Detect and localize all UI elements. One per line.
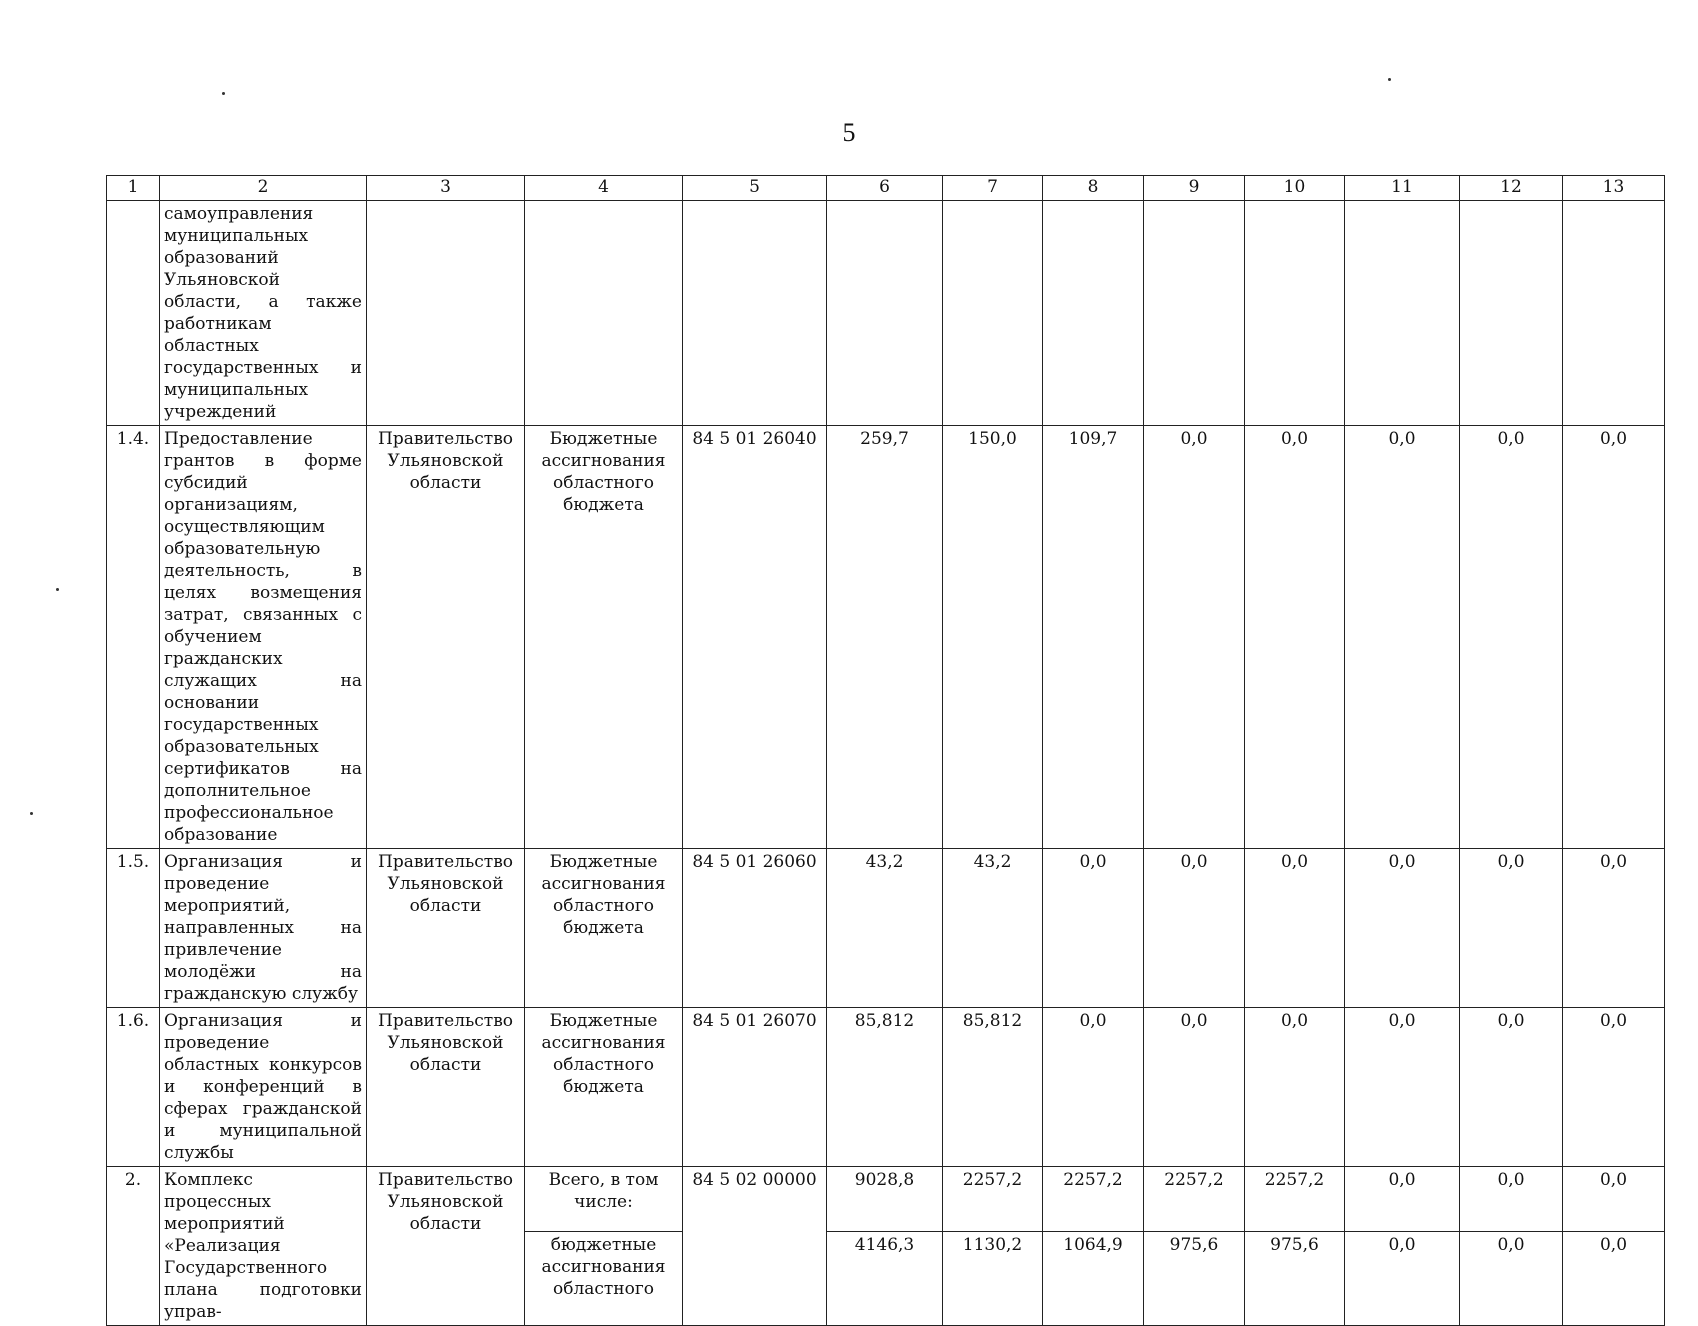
value-cell: 0,0 bbox=[1460, 426, 1563, 849]
budget-table bbox=[106, 175, 1665, 1326]
value-cell: 0,0 bbox=[1563, 426, 1665, 849]
scan-speck bbox=[56, 588, 59, 591]
row-number bbox=[107, 201, 160, 426]
value-cell: 0,0 bbox=[1563, 1231, 1665, 1325]
table-row bbox=[107, 426, 1665, 849]
value-cell: 0,0 bbox=[1144, 426, 1245, 849]
value-cell: 0,0 bbox=[1345, 1167, 1460, 1232]
funding-source: Всего, в том числе: bbox=[525, 1167, 683, 1232]
executor bbox=[367, 201, 525, 426]
header-row bbox=[107, 176, 1665, 201]
scan-speck bbox=[222, 92, 225, 95]
value-cell: 0,0 bbox=[1043, 1008, 1144, 1167]
measure-name: Организация и проведение областных конкурсов и конференций в сферах гражданской и муниципальной службы bbox=[160, 1008, 367, 1167]
value-cell: 2257,2 bbox=[943, 1167, 1043, 1232]
value-cell: 0,0 bbox=[1563, 849, 1665, 1008]
budget-code: 84 5 02 00000 bbox=[683, 1167, 827, 1326]
value-cell: 2257,2 bbox=[1144, 1167, 1245, 1232]
budget-code bbox=[683, 201, 827, 426]
table-row bbox=[107, 1167, 1665, 1232]
value-cell: 975,6 bbox=[1144, 1231, 1245, 1325]
header-cell: 6 bbox=[827, 176, 943, 201]
measure-name: Комплекс процессных мероприятий «Реализация Государственного плана подготовки управ- bbox=[160, 1167, 367, 1326]
value-cell: 975,6 bbox=[1245, 1231, 1345, 1325]
budget-code: 84 5 01 26040 bbox=[683, 426, 827, 849]
funding-source: бюджетные ассигнования областного bbox=[525, 1231, 683, 1325]
value-cell: 259,7 bbox=[827, 426, 943, 849]
header-cell: 2 bbox=[160, 176, 367, 201]
budget-code: 84 5 01 26070 bbox=[683, 1008, 827, 1167]
value-cell: 0,0 bbox=[1460, 1231, 1563, 1325]
header-cell: 5 bbox=[683, 176, 827, 201]
row-number: 1.5. bbox=[107, 849, 160, 1008]
value-cell: 9028,8 bbox=[827, 1167, 943, 1232]
executor: Правительство Ульяновской области bbox=[367, 426, 525, 849]
funding-source: Бюджетные ассигнования областного бюджета bbox=[525, 1008, 683, 1167]
executor: Правительство Ульяновской области bbox=[367, 1167, 525, 1326]
row-number: 1.4. bbox=[107, 426, 160, 849]
value-cell: 0,0 bbox=[1460, 1167, 1563, 1232]
funding-source bbox=[525, 201, 683, 426]
header-cell: 10 bbox=[1245, 176, 1345, 201]
value-cell bbox=[1043, 201, 1144, 426]
header-cell: 1 bbox=[107, 176, 160, 201]
value-cell: 0,0 bbox=[1144, 1008, 1245, 1167]
table-row bbox=[107, 1008, 1665, 1167]
header-cell: 12 bbox=[1460, 176, 1563, 201]
value-cell: 0,0 bbox=[1460, 849, 1563, 1008]
header-cell: 9 bbox=[1144, 176, 1245, 201]
scan-speck bbox=[1388, 78, 1391, 81]
value-cell: 0,0 bbox=[1345, 1231, 1460, 1325]
value-cell: 1130,2 bbox=[943, 1231, 1043, 1325]
value-cell bbox=[943, 201, 1043, 426]
funding-source: Бюджетные ассигнования областного бюджета bbox=[525, 426, 683, 849]
scan-speck bbox=[30, 812, 33, 815]
value-cell: 0,0 bbox=[1345, 426, 1460, 849]
value-cell bbox=[1563, 201, 1665, 426]
value-cell: 85,812 bbox=[943, 1008, 1043, 1167]
value-cell bbox=[1245, 201, 1345, 426]
value-cell bbox=[1460, 201, 1563, 426]
header-cell: 13 bbox=[1563, 176, 1665, 201]
page-number: 5 bbox=[842, 118, 856, 147]
row-number: 1.6. bbox=[107, 1008, 160, 1167]
executor: Правительство Ульяновской области bbox=[367, 1008, 525, 1167]
budget-code: 84 5 01 26060 bbox=[683, 849, 827, 1008]
value-cell: 0,0 bbox=[1345, 1008, 1460, 1167]
value-cell bbox=[827, 201, 943, 426]
measure-name: Организация и проведение мероприятий, направленных на привлечение молодёжи на гражданскую службу bbox=[160, 849, 367, 1008]
measure-name: самоуправления муниципальных образований Ульяновской области, а также работникам областных государственных и муниципальных учреждений bbox=[160, 201, 367, 426]
header-cell: 8 bbox=[1043, 176, 1144, 201]
value-cell: 150,0 bbox=[943, 426, 1043, 849]
header-cell: 4 bbox=[525, 176, 683, 201]
value-cell: 85,812 bbox=[827, 1008, 943, 1167]
value-cell: 2257,2 bbox=[1043, 1167, 1144, 1232]
funding-source: Бюджетные ассигнования областного бюджета bbox=[525, 849, 683, 1008]
value-cell: 0,0 bbox=[1043, 849, 1144, 1008]
header-cell: 11 bbox=[1345, 176, 1460, 201]
value-cell: 43,2 bbox=[943, 849, 1043, 1008]
value-cell: 0,0 bbox=[1345, 849, 1460, 1008]
value-cell: 4146,3 bbox=[827, 1231, 943, 1325]
value-cell: 0,0 bbox=[1563, 1167, 1665, 1232]
table-row bbox=[107, 201, 1665, 426]
value-cell: 1064,9 bbox=[1043, 1231, 1144, 1325]
value-cell bbox=[1144, 201, 1245, 426]
executor: Правительство Ульяновской области bbox=[367, 849, 525, 1008]
header-cell: 3 bbox=[367, 176, 525, 201]
value-cell: 0,0 bbox=[1245, 849, 1345, 1008]
value-cell: 0,0 bbox=[1245, 426, 1345, 849]
value-cell: 2257,2 bbox=[1245, 1167, 1345, 1232]
value-cell: 0,0 bbox=[1563, 1008, 1665, 1167]
table-row bbox=[107, 849, 1665, 1008]
value-cell: 0,0 bbox=[1460, 1008, 1563, 1167]
value-cell: 0,0 bbox=[1245, 1008, 1345, 1167]
row-number: 2. bbox=[107, 1167, 160, 1326]
measure-name: Предоставление грантов в форме субсидий организациям, осуществляющим образовательную деятельность, в целях возмещения затрат, связанных с обучением гражданских служащих на основании государственных образовательных сертификатов на дополнительное профессиональное образование bbox=[160, 426, 367, 849]
value-cell: 109,7 bbox=[1043, 426, 1144, 849]
value-cell: 0,0 bbox=[1144, 849, 1245, 1008]
value-cell: 43,2 bbox=[827, 849, 943, 1008]
value-cell bbox=[1345, 201, 1460, 426]
header-cell: 7 bbox=[943, 176, 1043, 201]
